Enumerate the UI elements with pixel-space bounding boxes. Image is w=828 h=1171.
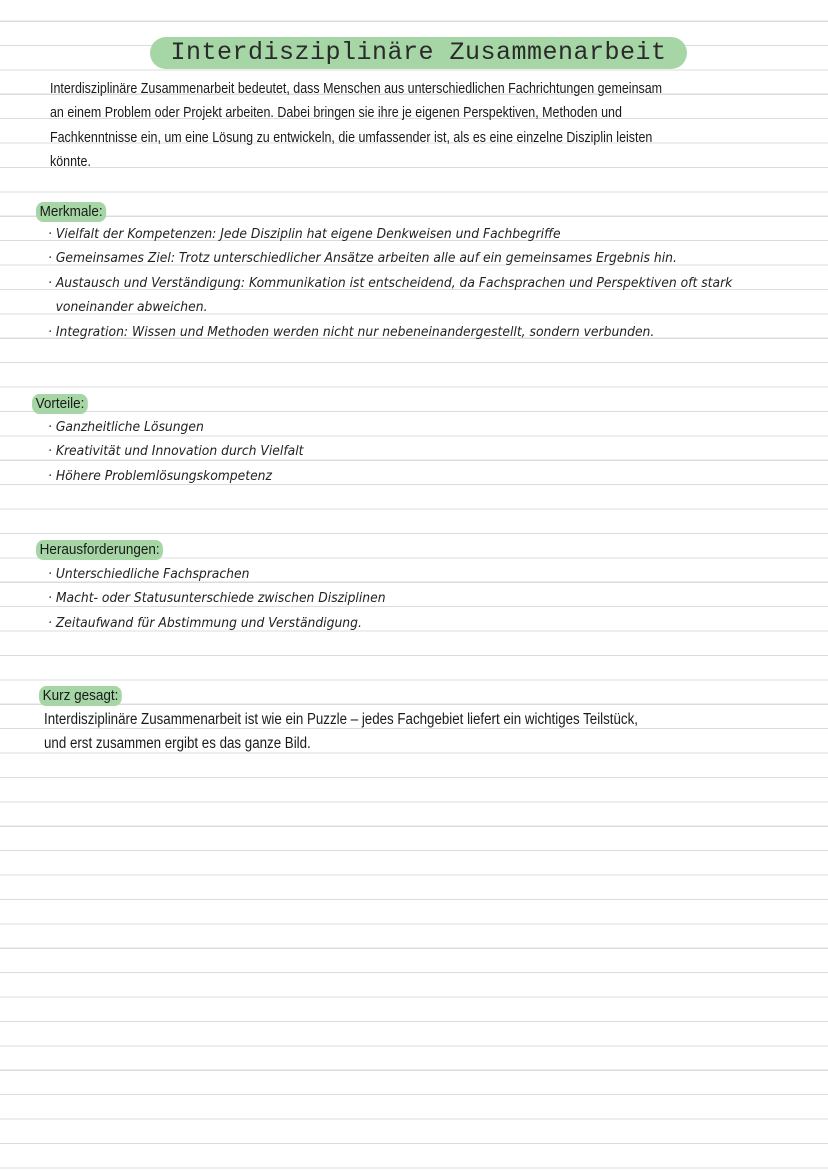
list-item: · Kreativität und Innovation durch Vielfalt: [48, 444, 304, 460]
kurz-line: Interdisziplinäre Zusammenarbeit ist wie ein Puzzle – jedes Fachgebiet liefert ein wichtiges Teilstück,: [44, 711, 638, 728]
list-item: · Höhere Problemlösungskompetenz: [48, 468, 272, 484]
list-item: · Gemeinsames Ziel: Trotz unterschiedlicher Ansätze arbeiten alle auf ein gemeinsames Ergebnis hin.: [48, 251, 677, 267]
list-item: · Macht- oder Statusunterschiede zwischen Disziplinen: [48, 591, 386, 607]
merkmale-list: [48, 223, 732, 345]
vorteile-list: [48, 416, 304, 489]
list-item: · Ganzheitliche Lösungen: [48, 420, 204, 435]
intro-paragraph: [50, 77, 662, 175]
intro-line: könnte.: [50, 154, 91, 171]
kurz-paragraph: [44, 708, 638, 757]
intro-line: an einem Problem oder Projekt arbeiten. Dabei bringen sie ihre je eigenen Perspektiven, Methoden und: [50, 105, 622, 122]
list-item: · Unterschiedliche Fachsprachen: [48, 567, 250, 582]
vorteile-heading: Vorteile:: [32, 394, 88, 414]
herausforderungen-heading: Herausforderungen:: [36, 540, 163, 560]
list-item: · Integration: Wissen und Methoden werden nicht nur nebeneinandergestellt, sondern verbunden.: [48, 324, 655, 340]
kurz-heading: Kurz gesagt:: [39, 686, 122, 706]
list-item: voneinander abweichen.: [55, 300, 208, 316]
kurz-line: und erst zusammen ergibt es das ganze Bild.: [44, 735, 311, 753]
intro-line: Fachkenntnisse ein, um eine Lösung zu entwickeln, die umfassender ist, als es eine einzelne Disziplin leisten: [50, 129, 653, 146]
merkmale-heading: Merkmale:: [36, 202, 106, 222]
list-item: · Zeitaufwand für Abstimmung und Verständigung.: [48, 615, 362, 631]
list-item: · Austausch und Verständigung: Kommunikation ist entscheidend, da Fachsprachen und Perspektiven oft stark: [48, 275, 733, 291]
list-item: · Vielfalt der Kompetenzen: Jede Disziplin hat eigene Denkweisen und Fachbegriffe: [48, 227, 561, 242]
page-title: Interdisziplinäre Zusammenarbeit: [150, 37, 687, 69]
herausforderungen-list: [48, 563, 386, 636]
intro-line: Interdisziplinäre Zusammenarbeit bedeutet, dass Menschen aus unterschiedlichen Fachrichtungen gemeinsam: [50, 81, 663, 97]
